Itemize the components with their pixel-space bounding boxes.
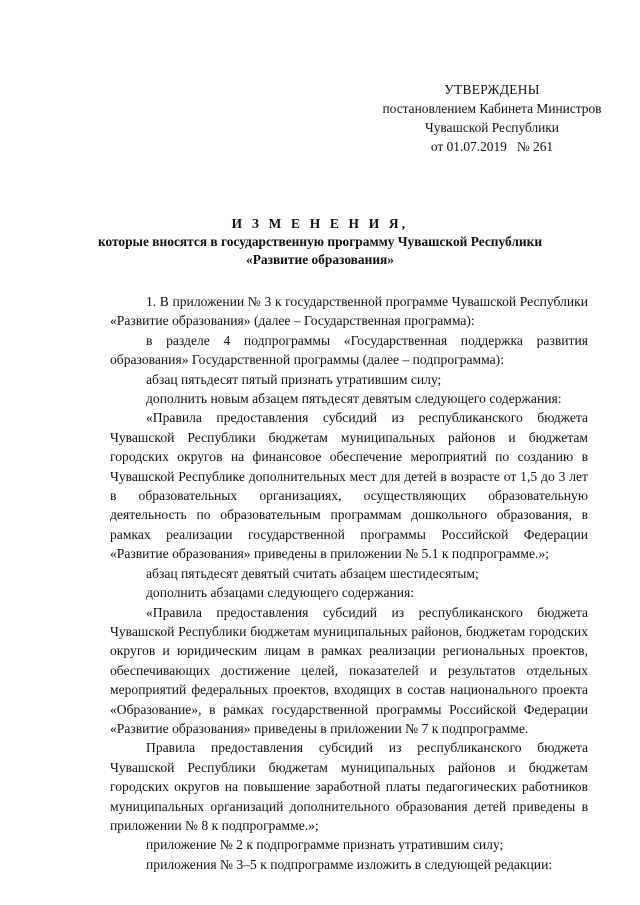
document-heading (60, 215, 580, 269)
body-paragraph: «Правила предоставления субсидий из республиканского бюджета Чувашской Республики бюджетам муниципальных районов, бюджетам городских округов и юридическим лицам в рамках реализации региональных проектов, обеспечивающих достижение целей, показателей и результатов отдельных мероприятий федеральных проектов, входящих в состав национального проекта «Образование», в рамках государственной программы Российской Федерации «Развитие образования» приведены в приложении № 7 к подпрограмме. (110, 604, 588, 736)
approval-date-number: от 01.07.2019 № 261 (430, 139, 554, 154)
body-paragraph: 1. В приложении № 3 к государственной программе Чувашской Республики «Развитие образования» (далее – Государственная программа): (110, 294, 588, 329)
approval-title: УТВЕРЖДЕНЫ (444, 82, 540, 97)
approval-line: постановлением Кабинета Министров (382, 101, 602, 116)
document-title: И З М Е Н Е Н И Я, (231, 216, 409, 231)
body-paragraph: Правила предоставления субсидий из республиканского бюджета Чувашской Республики бюджетам муниципальных районов и бюджетам городских округов на повышение заработной платы педагогических работников муниципальных организаций дополнительного образования детей приведены в приложении № 8 к подпрограмме.»; (110, 740, 588, 833)
approval-block (362, 80, 622, 156)
body-paragraph: абзац пятьдесят девятый считать абзацем шестидесятым; (146, 565, 479, 581)
document-body (110, 292, 588, 874)
body-paragraph: абзац пятьдесят пятый признать утратившим силу; (146, 371, 442, 387)
body-paragraph: дополнить абзацами следующего содержания: (146, 585, 415, 601)
document-subtitle: которые вносятся в государственную программу Чувашской Республики (97, 234, 543, 249)
body-paragraph: приложения № 3–5 к подпрограмме изложить в следующей редакции: (146, 856, 553, 872)
approval-line: Чувашской Республики (425, 120, 559, 135)
body-paragraph: приложение № 2 к подпрограмме признать утратившим силу; (146, 837, 504, 853)
body-paragraph: «Правила предоставления субсидий из республиканского бюджета Чувашской Республики бюджетам муниципальных районов и бюджетам городских округов на финансовое обеспечение мероприятий по созданию в Чувашской Республике дополнительных мест для детей в возрасте от 1,5 до 3 лет в образовательных организациях, осуществляющих образовательную деятельность по образовательным программам дошкольного образования, в рамках реализации государственной программы Российской Федерации «Развитие образования» приведены в приложении № 5.1 к подпрограмме.»; (110, 410, 588, 562)
document-subtitle: «Развитие образования» (246, 252, 394, 267)
body-paragraph: дополнить новым абзацем пятьдесят девятым следующего содержания: (146, 391, 562, 407)
body-paragraph: в разделе 4 подпрограммы «Государственная поддержка развития образования» Государственной программы (далее – подпрограмма): (110, 332, 588, 368)
